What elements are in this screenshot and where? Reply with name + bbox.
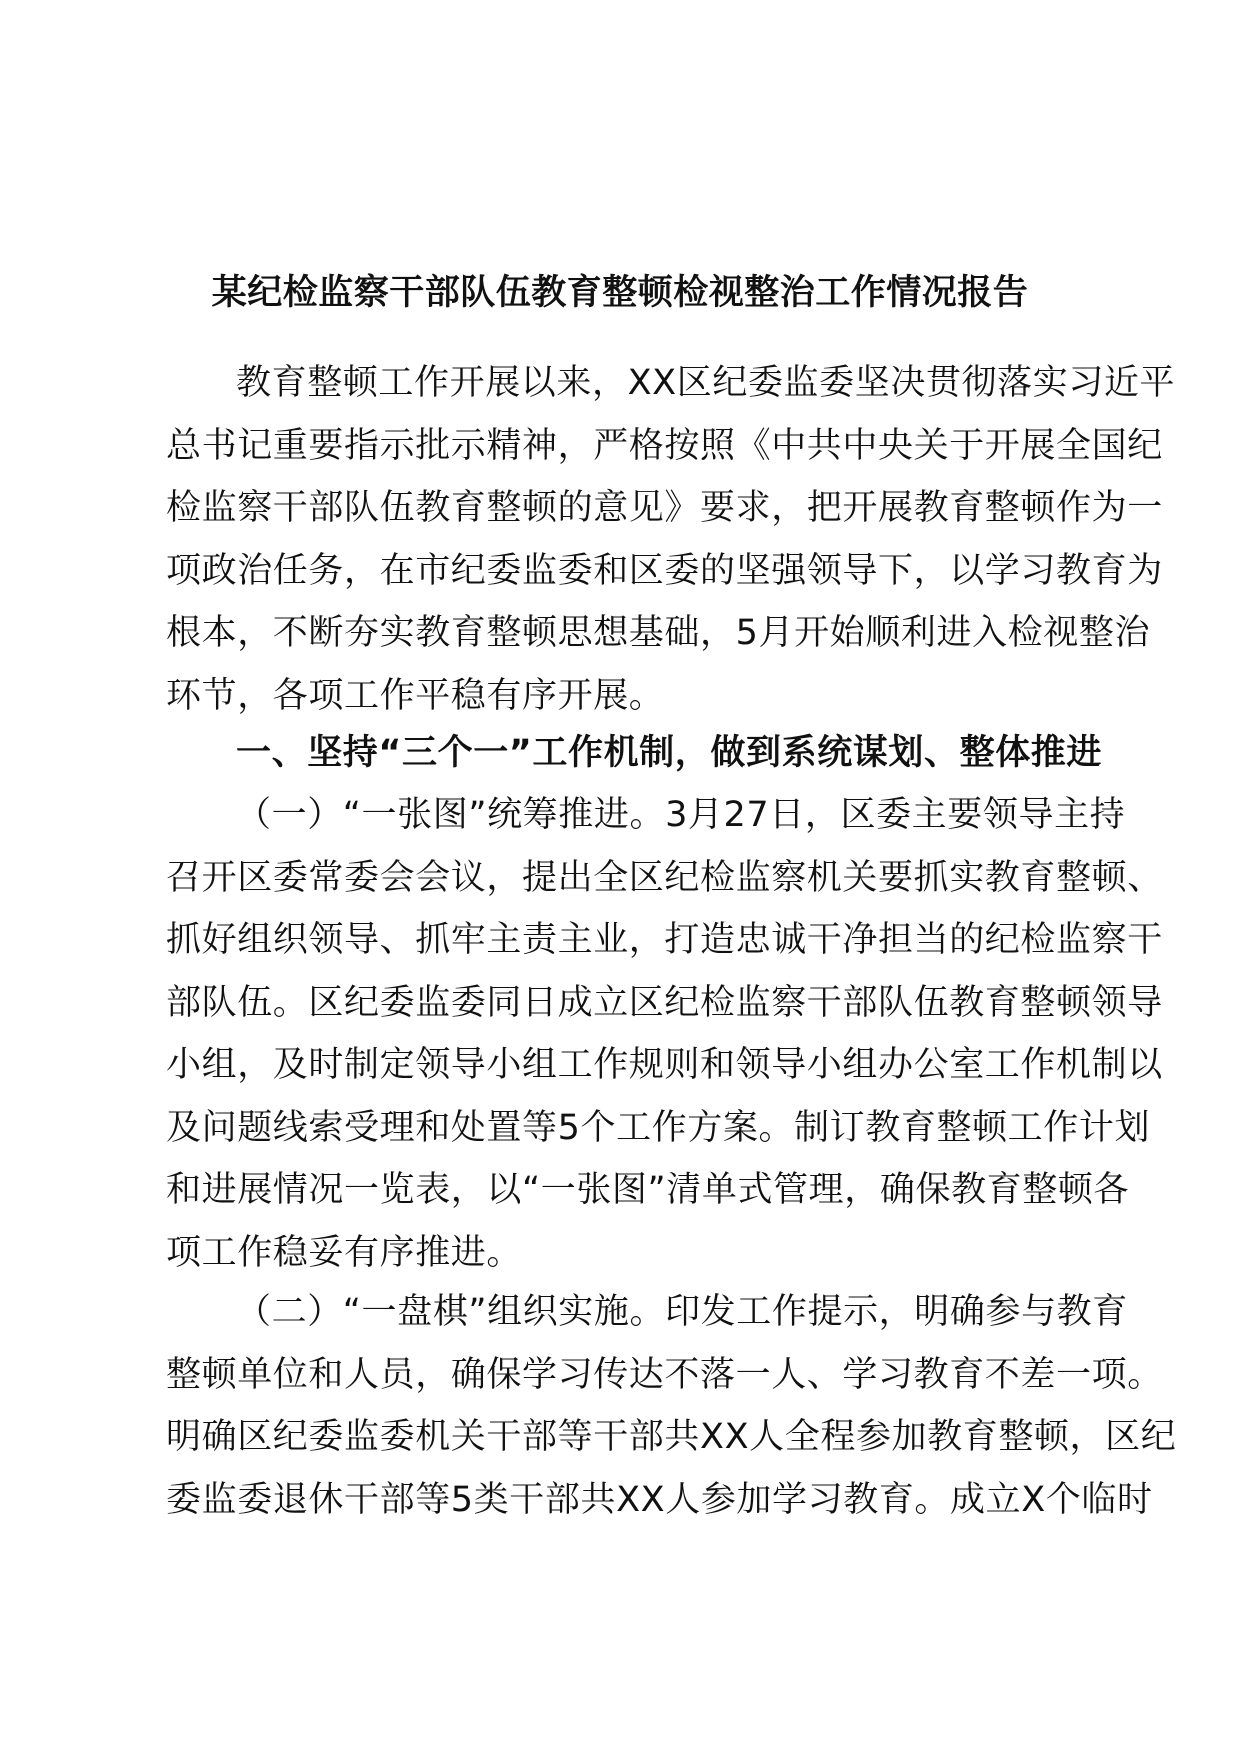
section-paragraph-2 — [166, 1281, 1177, 1531]
text-line: 和进展情况一览表，以“一张图”清单式管理，确保教育整顿各 — [166, 1170, 1130, 1210]
text-line: 整顿单位和人员，确保学习传达不落一人、学习教育不差一项。 — [166, 1354, 1163, 1395]
document-title: 某纪检监察干部队伍教育整顿检视整治工作情况报告 — [211, 273, 1029, 313]
text-line: 委监委退休干部等5类干部共XX人参加学习教育。成立X个临时 — [166, 1479, 1153, 1520]
text-line: 明确区纪委监委机关干部等干部共XX人全程参加教育整顿，区纪 — [166, 1417, 1177, 1457]
intro-paragraph — [166, 352, 1176, 727]
text-line: 召开区委常委会会议，提出全区纪检监察机关要抓实教育整顿、 — [166, 857, 1163, 898]
text-line: 项工作稳妥有序推进。 — [166, 1232, 523, 1273]
text-line: （二）“一盘棋”组织实施。印发工作提示，明确参与教育 — [236, 1292, 1128, 1332]
text-line: 检监察干部队伍教育整顿的意见》要求，把开展教育整顿作为一 — [166, 488, 1163, 528]
section-paragraph-1 — [166, 784, 1163, 1284]
text-line: 总书记重要指示批示精神，严格按照《中共中央关于开展全国纪 — [166, 425, 1163, 466]
section-heading: 一、坚持“三个一”工作机制，做到系统谋划、整体推进 — [236, 733, 1103, 773]
text-line: 环节，各项工作平稳有序开展。 — [166, 675, 665, 716]
text-line: 部队伍。区纪委监委同日成立区纪检监察干部队伍教育整顿领导 — [166, 982, 1163, 1023]
text-line: 根本，不断夯实教育整顿思想基础，5月开始顺利进入检视整治 — [166, 613, 1151, 653]
text-line: （一）“一张图”统筹推进。3月27日，区委主要领导主持 — [236, 795, 1126, 835]
text-line: 及问题线索受理和处置等5个工作方案。制订教育整顿工作计划 — [166, 1107, 1151, 1148]
text-line: 教育整顿工作开展以来，XX区纪委监委坚决贯彻落实习近平 — [236, 363, 1176, 403]
text-line: 抓好组织领导、抓牢主责主业，打造忠诚干净担当的纪检监察干 — [166, 920, 1163, 960]
text-line: 小组，及时制定领导小组工作规则和领导小组办公室工作机制以 — [166, 1045, 1163, 1085]
text-line: 项政治任务，在市纪委监委和区委的坚强领导下，以学习教育为 — [166, 550, 1163, 591]
